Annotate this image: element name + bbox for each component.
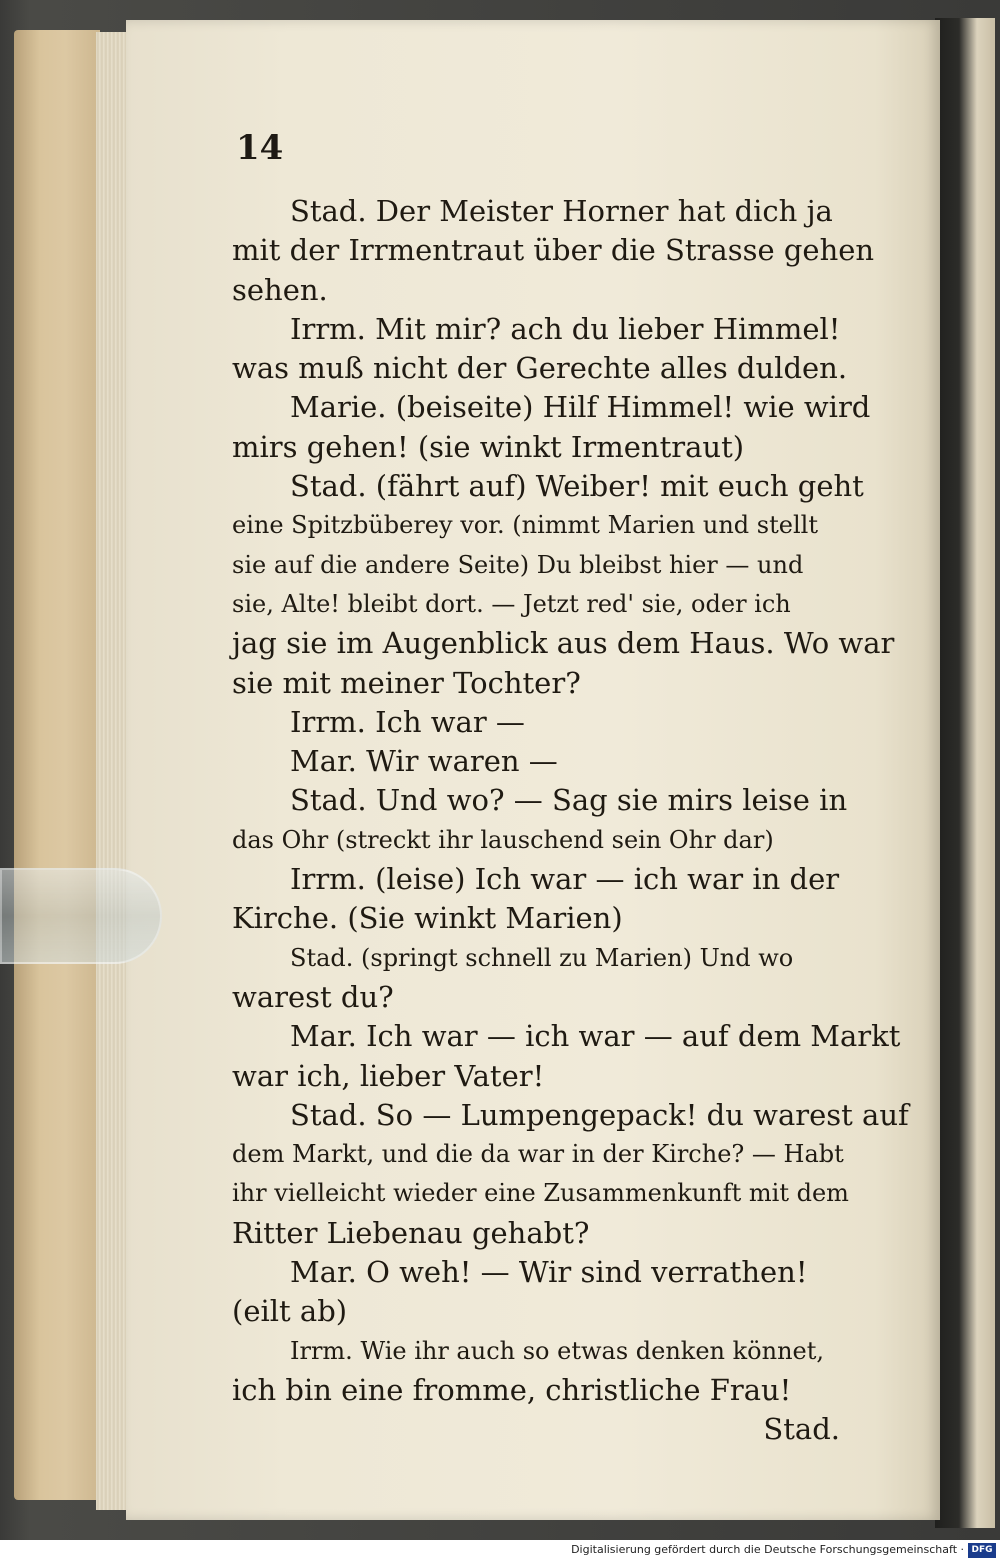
funding-credit: Digitalisierung gefördert durch die Deutsche Forschungsgemeinschaft ·	[571, 1543, 964, 1556]
dfg-logo: DFG	[968, 1543, 996, 1558]
text-line: was muß nicht der Gerechte alles dulden.	[232, 351, 848, 386]
text-line: Stad. Der Meister Horner hat dich ja	[290, 194, 833, 228]
text-line: warest du?	[232, 979, 394, 1014]
text-line: Irrm. (leise) Ich war — ich war in der	[290, 862, 840, 897]
text-line: (eilt ab)	[232, 1294, 348, 1329]
book-binding-edge	[935, 18, 995, 1528]
text-line: Ritter Liebenau gehabt?	[232, 1215, 590, 1250]
text-line: ich bin eine fromme, christliche Frau!	[232, 1372, 792, 1407]
text-line: jag sie im Augenblick aus dem Haus. Wo war	[232, 626, 895, 661]
catchword: Stad.	[763, 1412, 840, 1447]
text-line: Irrm. Mit mir? ach du lieber Himmel!	[290, 311, 841, 346]
text-line: sie auf die andere Seite) Du bleibst hier — und	[232, 550, 804, 579]
text-line: Mar. Wir waren —	[290, 744, 558, 779]
text-line: war ich, lieber Vater!	[232, 1058, 545, 1093]
text-line: das Ohr (streckt ihr lauschend sein Ohr dar)	[232, 825, 774, 854]
text-line: Irrm. Ich war —	[290, 704, 525, 739]
footer-bar	[0, 1540, 1000, 1562]
page-edges	[96, 32, 128, 1510]
text-line: Stad. So — Lumpengepack! du warest auf	[290, 1097, 909, 1132]
text-line: Stad. (springt schnell zu Marien) Und wo	[290, 943, 794, 972]
text-line: mit der Irrmentraut über die Strasse gehen	[232, 233, 875, 268]
text-line: Kirche. (Sie winkt Marien)	[232, 901, 623, 936]
text-line: Mar. O weh! — Wir sind verrathen!	[290, 1255, 808, 1290]
text-line: Mar. Ich war — ich war — auf dem Markt	[290, 1019, 901, 1054]
text-line: dem Markt, und die da war in der Kirche? — Habt	[232, 1140, 844, 1169]
text-line: sie, Alte! bleibt dort. — Jetzt red' sie, oder ich	[232, 589, 791, 618]
text-line: Irrm. Wie ihr auch so etwas denken könnet,	[290, 1336, 824, 1365]
page-text	[232, 192, 909, 1450]
text-line: sehen.	[232, 272, 328, 307]
text-line: Stad. (fährt auf) Weiber! mit euch geht	[290, 469, 864, 504]
text-line: Stad. Und wo? — Sag sie mirs leise in	[290, 783, 848, 818]
page-number: 14	[236, 128, 284, 168]
text-line: eine Spitzbüberey vor. (nimmt Marien und stellt	[232, 511, 818, 540]
text-line: Marie. (beiseite) Hilf Himmel! wie wird	[290, 390, 871, 425]
text-line: ihr vielleicht wieder eine Zusammenkunft mit dem	[232, 1179, 849, 1208]
glass-page-weight	[0, 868, 162, 964]
book-cover-edge	[14, 30, 100, 1500]
text-line: sie mit meiner Tochter?	[232, 665, 581, 700]
text-line: mirs gehen! (sie winkt Irmentraut)	[232, 429, 745, 464]
